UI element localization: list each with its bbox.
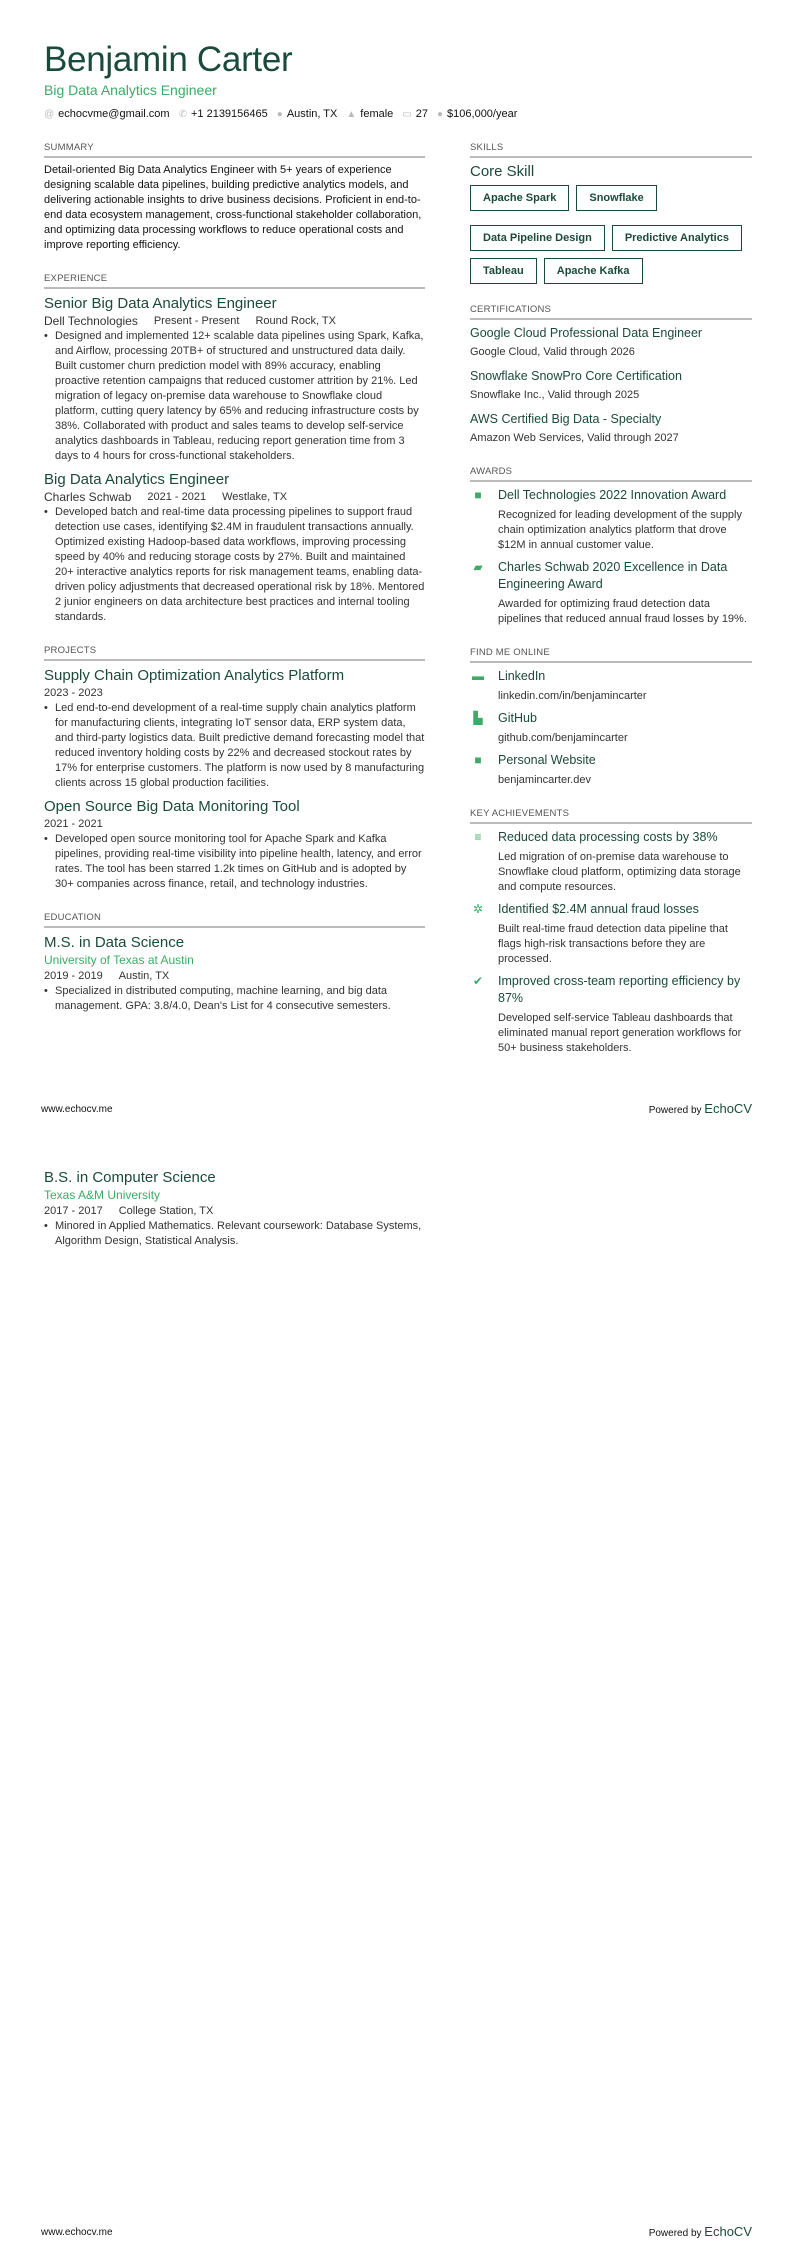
skill-tag: Predictive Analytics (612, 225, 742, 251)
award-item (470, 487, 752, 553)
candidate-name: Benjamin Carter (44, 40, 293, 79)
contact-email: @ echocvme@gmail.com (44, 108, 170, 120)
section-heading: AWARDS (470, 466, 752, 482)
degree: M.S. in Data Science (44, 934, 185, 951)
achievement-name: Reduced data processing costs by 38% (498, 830, 718, 844)
award-detail: Awarded for optimizing fraud detection data pipelines that reduced annual fraud losses by 19%. (498, 598, 747, 625)
footer-site-link[interactable]: www.echocv.me (41, 2227, 113, 2238)
contact-age: ▭ 27 (402, 108, 428, 120)
link-name: GitHub (498, 711, 537, 725)
education-continued (44, 1168, 425, 1255)
dates: 2021 - 2021 (44, 818, 103, 830)
section-heading: CERTIFICATIONS (470, 304, 752, 320)
cert-detail: Snowflake Inc., Valid through 2025 (470, 389, 640, 401)
link-name: Personal Website (498, 753, 596, 767)
company: Dell Technologies (44, 314, 138, 328)
cert-detail: Amazon Web Services, Valid through 2027 (470, 432, 679, 444)
contact-location: ● Austin, TX (276, 108, 338, 120)
calendar-icon: ▭ (402, 109, 412, 120)
projects-section (44, 645, 425, 892)
resume-page-2 (0, 1123, 794, 2246)
contact-phone: ✆ +1 2139156465 (178, 108, 268, 120)
achievements-section (470, 808, 752, 1056)
location-icon: ● (276, 109, 283, 120)
achievement-detail: Built real-time fraud detection data pipeline that flags high-risk transactions before they are processed. (498, 923, 728, 965)
link-url[interactable]: benjamincarter.dev (498, 774, 591, 786)
online-link-github[interactable] (470, 710, 752, 746)
copy-icon: ▙ (473, 711, 483, 725)
bullet: • Developed batch and real-time data processing pipelines to support fraud detection use cases, identifying $2.4M in fraudulent transactions annually. Optimized existing Hadoop-based data workflows, improving processing speed by 40% and reducing storage costs by 27%. Built and maintained 20+ interactive analytics reports for risk management teams, enabling data-driven policy adjustments that decreased operational risk by 18%. Mentored 2 junior engineers on data architecture best practices and internal tooling standards. (44, 505, 425, 625)
award-name: Charles Schwab 2020 Excellence in Data Engineering Award (498, 560, 728, 591)
left-column (44, 142, 425, 1034)
dates: Present - Present (153, 315, 240, 327)
achievement-name: Improved cross-team reporting efficiency by 87% (498, 974, 741, 1005)
check-circle-icon: ✔ (472, 974, 484, 988)
education-item (44, 1168, 425, 1249)
school: Texas A&M University (44, 1188, 161, 1202)
education-section (44, 912, 425, 1014)
dates: 2021 - 2021 (147, 491, 207, 503)
footer-powered-by[interactable]: Powered by EchoCV (648, 2224, 752, 2239)
dates: 2019 - 2019 (44, 970, 103, 982)
experience-item (44, 294, 425, 464)
dates: 2023 - 2023 (44, 687, 103, 699)
online-link-website[interactable] (470, 752, 752, 788)
awards-section (470, 466, 752, 627)
chat-icon: ▬ (472, 669, 484, 683)
skill-tag: Snowflake (576, 185, 656, 211)
cert-detail: Google Cloud, Valid through 2026 (470, 346, 635, 358)
phone-icon: ✆ (178, 109, 187, 120)
experience-section (44, 273, 425, 625)
award-item (470, 559, 752, 627)
achievement-name: Identified $2.4M annual fraud losses (498, 902, 699, 916)
dates: 2017 - 2017 (44, 1205, 103, 1217)
company: Charles Schwab (44, 490, 132, 504)
achievement-item (470, 829, 752, 895)
project-item (44, 666, 425, 791)
section-heading: EXPERIENCE (44, 273, 425, 289)
project-name: Open Source Big Data Monitoring Tool (44, 798, 300, 815)
salary-icon: ● (437, 109, 444, 120)
location: Round Rock, TX (255, 315, 336, 327)
link-url[interactable]: linkedin.com/in/benjamincarter (498, 690, 647, 702)
cert-name: Snowflake SnowPro Core Certification (470, 369, 682, 383)
location: Austin, TX (118, 970, 170, 982)
cert-name: AWS Certified Big Data - Specialty (470, 412, 662, 426)
brand-logo: EchoCV (704, 1101, 752, 1116)
section-heading: FIND ME ONLINE (470, 647, 752, 663)
education-item (44, 933, 425, 1014)
bullet: • Specialized in distributed computing, machine learning, and big data management. GPA: 3.8/4.0, Dean's List for 4 consecutive semesters. (44, 984, 425, 1014)
bullet: • Led end-to-end development of a real-time supply chain analytics platform for manufacturing clients, integrating IoT sensor data, ERP system data, and third-party logistics data. Built predictive demand forecasting model that reduced inventory holding costs by 22% and decreased stockout rates by 17% for enterprise customers. The platform is now used by 8 manufacturing clients across 15 global production facilities. (44, 701, 425, 791)
project-name: Supply Chain Optimization Analytics Platform (44, 667, 345, 684)
section-heading: EDUCATION (44, 912, 425, 928)
section-heading: PROJECTS (44, 645, 425, 661)
project-item (44, 797, 425, 892)
skill-tag: Data Pipeline Design (470, 225, 605, 251)
bullet: • Designed and implemented 12+ scalable data pipelines using Spark, Kafka, and Airflow, processing 20TB+ of structured and unstructured data daily. Built customer churn prediction model with 89% accuracy, enabling proactive retention campaigns that reduced customer attrition by 21%. Led migration of legacy on-premise data warehouse to Snowflake cloud platform, cutting query latency by 65% and reducing infrastructure costs by 38%. Collaborated with product and sales teams to develop self-service analytics dashboards in Tableau, reducing report generation time from 3 days to 4 hours for cross-functional stakeholders. (44, 329, 425, 464)
job-title: Big Data Analytics Engineer (44, 471, 230, 488)
certificate-icon: ▰ (473, 560, 483, 574)
at-icon: @ (44, 109, 55, 120)
section-heading: SUMMARY (44, 142, 425, 158)
footer-powered-by[interactable]: Powered by EchoCV (648, 1101, 752, 1116)
job-title: Senior Big Data Analytics Engineer (44, 295, 277, 312)
location: College Station, TX (118, 1205, 214, 1217)
sparkle-icon: ✲ (472, 902, 484, 916)
achievement-item (470, 973, 752, 1056)
certifications-section (470, 304, 752, 446)
award-detail: Recognized for leading development of the supply chain optimization analytics platform that drove $12M in annual customer value. (498, 509, 742, 551)
cert-name: Google Cloud Professional Data Engineer (470, 326, 703, 340)
summary-section (44, 142, 425, 253)
link-name: LinkedIn (498, 669, 546, 683)
person-icon: ▲ (346, 109, 357, 120)
candidate-role: Big Data Analytics Engineer (44, 82, 217, 98)
skills-section (470, 142, 752, 284)
award-name: Dell Technologies 2022 Innovation Award (498, 488, 727, 502)
summary-text: Detail-oriented Big Data Analytics Engineer with 5+ years of experience designing scalable data pipelines, building predictive analytics models, and delivering actionable insights to drive business decisions. Proficient in end-to-end data ecosystem management, cross-functional stakeholder collaboration, and optimizing data processing workflows to reduce operational costs and improve reporting efficiency. (44, 164, 422, 251)
skill-tag: Tableau (470, 258, 537, 284)
online-link-linkedin[interactable] (470, 668, 752, 704)
achievement-detail: Led migration of on-premise data warehouse to Snowflake cloud platform, optimizing data storage and compute resources. (498, 851, 741, 893)
bullet: • Minored in Applied Mathematics. Relevant coursework: Database Systems, Algorithm Design, Statistical Analysis. (44, 1219, 425, 1249)
brand-logo: EchoCV (704, 2224, 752, 2239)
menu-icon: ≡ (474, 830, 482, 844)
link-url[interactable]: github.com/benjamincarter (498, 732, 628, 744)
online-section (470, 647, 752, 788)
skill-tag: Apache Spark (470, 185, 569, 211)
achievement-detail: Developed self-service Tableau dashboards that eliminated manual report generation workflows for 50+ business stakeholders. (498, 1012, 742, 1054)
degree: B.S. in Computer Science (44, 1169, 216, 1186)
terminal-icon: ■ (474, 753, 482, 767)
location: Westlake, TX (222, 491, 288, 503)
section-heading: KEY ACHIEVEMENTS (470, 808, 752, 824)
school: University of Texas at Austin (44, 953, 194, 967)
contact-bar (44, 108, 517, 120)
experience-item (44, 470, 425, 625)
footer-site-link[interactable]: www.echocv.me (41, 1104, 113, 1115)
skill-group-title: Core Skill (470, 163, 535, 180)
achievement-item (470, 901, 752, 967)
contact-salary: ● $106,000/year (437, 108, 518, 120)
right-column (470, 142, 752, 1076)
book-icon: ■ (474, 488, 482, 502)
bullet: • Developed open source monitoring tool for Apache Spark and Kafka pipelines, providing real-time visibility into pipeline health, latency, and error rates. The tool has been starred 1.2k times on GitHub and is adopted by 30+ companies across finance, retail, and technology industries. (44, 832, 425, 892)
skill-tag: Apache Kafka (544, 258, 643, 284)
section-heading: SKILLS (470, 142, 752, 158)
contact-gender: ▲ female (346, 108, 394, 120)
